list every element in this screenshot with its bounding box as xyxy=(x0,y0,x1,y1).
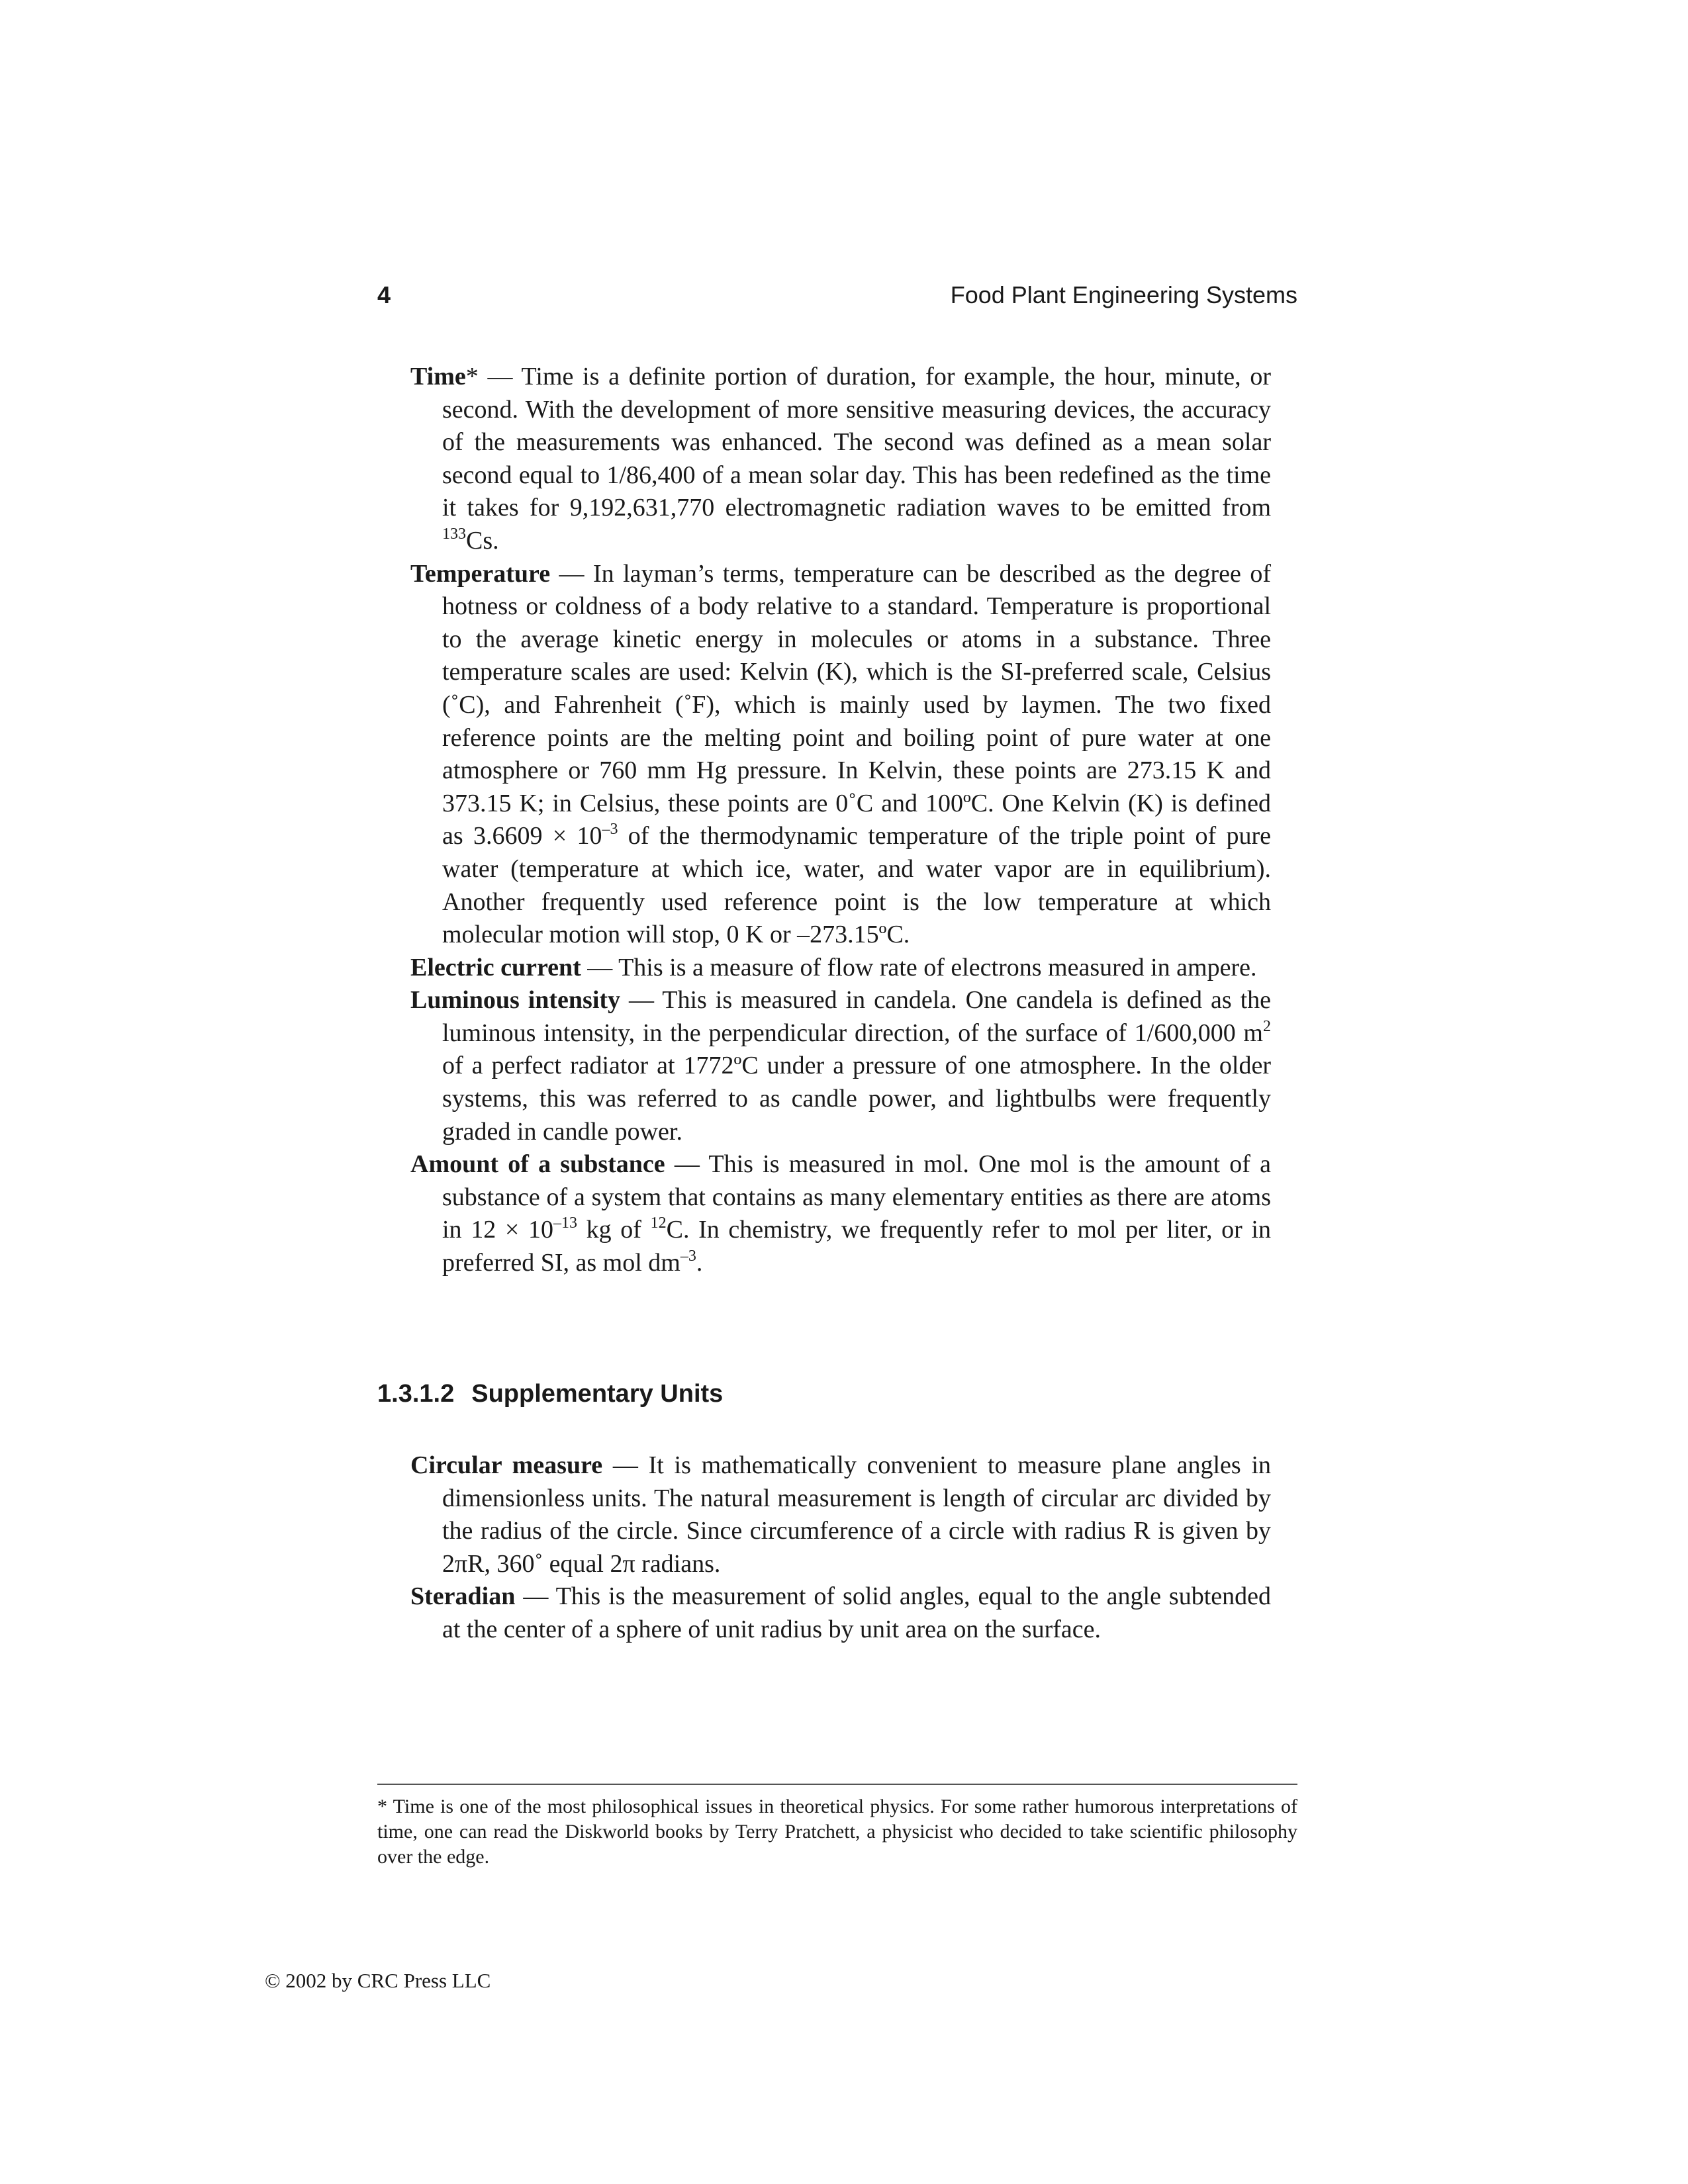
footnote-divider xyxy=(377,1784,1297,1785)
definition-text-end: of a perfect radiator at 1772ºC under a pressure of one atmosphere. In the older systems, this was referred to as candle power, and lightbulbs were frequently graded in candle power. xyxy=(442,1052,1271,1146)
page-number: 4 xyxy=(377,281,391,308)
exponent: –3 xyxy=(602,821,618,839)
definition-text: — This is measured in candela. One candela is defined as the luminous intensity, in the perpendicular direction, of the surface of 1/600,000 m xyxy=(442,986,1271,1047)
definition-text: — It is mathematically convenient to measure plane angles in dimensionless units. The natural measurement is length of circular arc divided by the radius of the circle. Since circumference of a circle with radius R is given by 2πR, 360˚ equal 2π radians. xyxy=(442,1451,1272,1578)
running-header xyxy=(377,281,1297,321)
definition-text-end: of the thermodynamic temperature of the triple point of pure water (temperature at which ice, water, and water vapor are in equilibrium). Another frequently used reference point is the low temperature at which molecular motion will stop, 0 K or –273.15ºC. xyxy=(442,822,1271,949)
base-units-definitions xyxy=(410,361,1271,1280)
term-circular-measure: Circular measure xyxy=(410,1451,603,1479)
exponent: –13 xyxy=(553,1214,577,1232)
term-amount-of-substance: Amount of a substance xyxy=(410,1150,665,1179)
definition-electric-current xyxy=(410,952,1271,985)
copyright-notice: © 2002 by CRC Press LLC xyxy=(265,1969,491,1992)
section-title: Supplementary Units xyxy=(471,1380,724,1408)
term-temperature: Temperature xyxy=(410,559,551,588)
term-steradian: Steradian xyxy=(410,1582,516,1611)
term-luminous-intensity: Luminous intensity xyxy=(410,986,621,1015)
isotope-mass-number: 133 xyxy=(442,525,466,543)
definition-text-end: Cs. xyxy=(466,526,499,555)
book-title: Food Plant Engineering Systems xyxy=(950,281,1297,308)
definition-time xyxy=(410,361,1271,558)
footnote: * Time is one of the most philosophical issues in theoretical physics. For some rather humorous interpretations of time, one can read the Diskworld books by Terry Pratchett, a physicist who decided to take scientific philosophy over the edge. xyxy=(377,1796,1297,1868)
definition-text: — This is a measure of flow rate of electrons measured in ampere. xyxy=(581,953,1257,981)
definition-temperature xyxy=(410,558,1271,952)
section-heading xyxy=(377,1380,723,1408)
definition-steradian xyxy=(410,1580,1271,1646)
supplementary-units-definitions xyxy=(410,1449,1271,1647)
definition-amount-of-substance xyxy=(410,1148,1271,1279)
definition-luminous-intensity xyxy=(410,984,1271,1148)
footnote-marker: * xyxy=(465,363,479,390)
section-number: 1.3.1.2 xyxy=(377,1380,455,1408)
exponent: 2 xyxy=(1263,1017,1271,1035)
term-time: Time xyxy=(410,363,466,390)
exponent: –3 xyxy=(680,1248,696,1265)
definition-text: — This is the measurement of solid angles, equal to the angle subtended at the center of a sphere of unit radius by unit area on the surface. xyxy=(442,1582,1271,1643)
definition-text: — In layman’s terms, temperature can be described as the degree of hotness or coldness of a body relative to a standard. Temperature is proportional to the average kinetic energy in molecules or atoms in a substance. Three temperature scales are used: Kelvin (K), which is the SI-preferred scale, Celsius (˚C), and Fahrenheit (˚F), which is mainly used by laymen. The two fixed reference points are the melting point and boiling point of pure water at one atmosphere or 760 mm Hg pressure. In Kelvin, these points are 273.15 K and 373.15 K; in Celsius, these points are 0˚C and 100ºC. One Kelvin (K) is defined as 3.6609 × 10 xyxy=(442,559,1271,850)
term-electric-current: Electric current xyxy=(410,953,581,981)
definition-text: kg of xyxy=(577,1216,651,1244)
definition-text: C. In chemistry, we frequently refer to mol per liter, or in preferred SI, as mol dm xyxy=(442,1216,1271,1277)
definition-text: — This is measured in mol. One mol is the amount of a substance of a system that contains as many elementary entities as there are atoms in 12 × 10 xyxy=(442,1150,1271,1244)
isotope-mass-number: 12 xyxy=(650,1214,667,1232)
definition-text: — Time is a definite portion of duration, for example, the hour, minute, or second. With the development of more sensitive measuring devices, the accuracy of the measurements was enhanced. The second was defined as a mean solar second equal to 1/86,400 of a mean solar day. This has been redefined as the time it takes for 9,192,631,770 electromagnetic radiation waves to be emitted from xyxy=(442,363,1271,522)
definition-circular-measure xyxy=(410,1449,1271,1580)
definition-text-end: . xyxy=(696,1249,703,1277)
